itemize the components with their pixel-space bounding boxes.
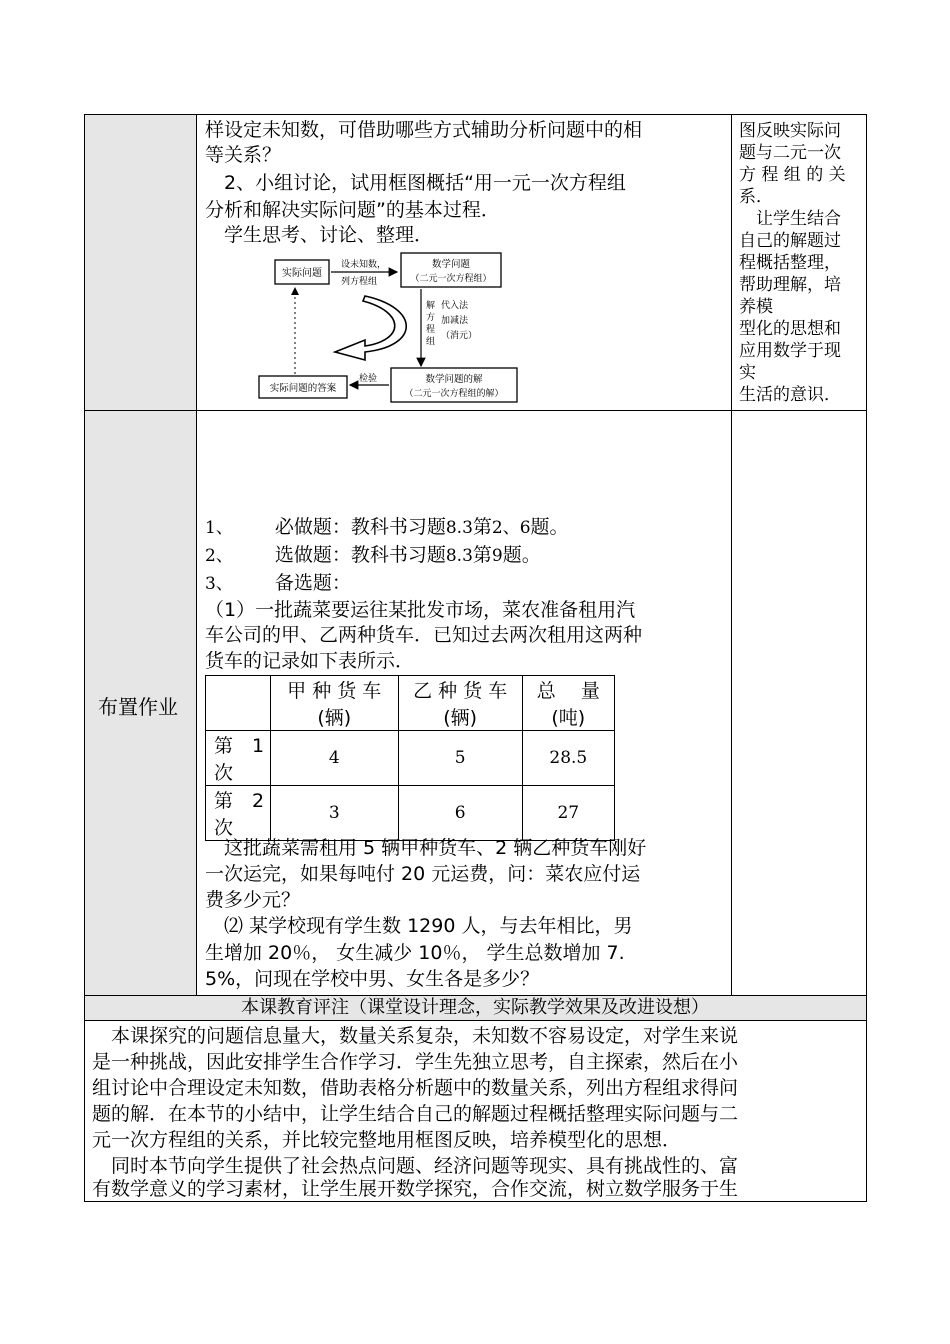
- item-n: 9: [491, 546, 503, 566]
- method-label: 代入法: [441, 301, 469, 311]
- item-ref: 8.3: [445, 518, 473, 538]
- right-note-line: 养模: [739, 297, 773, 317]
- right-note-line: 方 程 组 的 关: [739, 165, 846, 185]
- table-header-cell: [398, 676, 522, 731]
- problem2-line: ⑵ 某学校现有学生数 1290 人，与去年相比，男: [205, 915, 633, 937]
- box-math-title: 数学问题: [431, 259, 471, 270]
- evaluation-line: 是一种挑战，因此安排学生合作学习．学生先独立思考，自主探索，然后在小: [92, 1051, 739, 1073]
- table-corner-cell: [206, 676, 271, 731]
- row-label-line-1: 第 1: [214, 735, 265, 757]
- table-row: [206, 731, 615, 786]
- row-divider-3: [84, 1020, 867, 1021]
- homework-item-3: [205, 572, 351, 596]
- row-label-line-2: 次: [214, 762, 234, 784]
- problem2-line: 生增加 20％， 女生减少 10％， 学生总数增加 7.: [205, 942, 625, 964]
- table-cell: 27: [522, 786, 614, 841]
- top-text-line: 学生思考、讨论、整理．: [205, 224, 434, 246]
- evaluation-line: 元一次方程组的关系，并比较完整地用框图反映，培养模型化的思想．: [92, 1129, 682, 1151]
- header-line-2: (辆): [443, 707, 478, 729]
- header-line-2: (吨): [551, 707, 586, 729]
- cargo-table: [205, 675, 615, 841]
- solve-char: 程: [426, 325, 436, 335]
- problem1-line: 货车的记录如下表所示．: [205, 650, 415, 672]
- homework-label: 布置作业: [98, 695, 178, 719]
- arrow-top-label-1: 设未知数，: [341, 260, 387, 270]
- right-note-line: 题与二元一次: [739, 143, 841, 163]
- evaluation-line: 本课探究的问题信息量大，数量关系复杂，未知数不容易设定，对学生来说: [92, 1025, 739, 1047]
- evaluation-line: 组讨论中合理设定未知数，借助表格分析题中的数量关系，列出方程组求得问: [92, 1077, 739, 1099]
- top-text-line: 等关系？: [205, 144, 282, 166]
- table-cell: 6: [398, 786, 522, 841]
- right-note-line: 让学生结合: [739, 209, 841, 229]
- problem2-line: 5%，问现在学校中男、女生各是多少？: [205, 968, 540, 990]
- top-text-line: 2、小组讨论，试用框图概括“用一元一次方程组: [205, 172, 626, 194]
- problem1-after-line: 一次运完，如果每吨付 20 元运费，问：菜农应付运: [205, 863, 641, 885]
- row-label-cell: [206, 731, 271, 786]
- header-line-1: 乙 种 货 车: [413, 680, 508, 702]
- homework-item-2: [205, 544, 541, 568]
- box-actual-answer-label: 实际问题的答案: [269, 383, 337, 394]
- solve-char: 方: [426, 313, 436, 323]
- top-text-line: 分析和解决实际问题”的基本过程．: [205, 199, 500, 221]
- box-solution-title: 数学问题的解: [425, 374, 483, 385]
- right-note-line: 应用数学于现: [739, 341, 841, 361]
- right-note-line: 帮助理解，培: [739, 275, 841, 295]
- row-divider-1: [84, 410, 867, 411]
- item-number: 1、: [205, 518, 233, 538]
- arrow-verify-label: 检验: [359, 374, 378, 384]
- table-border-top: [84, 114, 867, 115]
- right-note-line: 实: [739, 363, 756, 383]
- row-divider-2: [84, 995, 867, 996]
- problem1-after-line: 这批蔬菜需租用 5 辆甲种货车、2 辆乙种货车刚好: [205, 837, 647, 859]
- method-label: （消元）: [441, 331, 478, 341]
- table-cell: 4: [270, 731, 398, 786]
- evaluation-title: 本课教育评注（课堂设计理念，实际教学效果及改进设想）: [241, 997, 709, 1018]
- right-note-line: 型化的思想和: [739, 319, 841, 339]
- table-header-cell: [522, 676, 614, 731]
- column-divider-1: [196, 114, 197, 996]
- row-label-cell: [206, 786, 271, 841]
- right-note-line: 生活的意识．: [739, 385, 841, 405]
- column-divider-2: [731, 114, 732, 996]
- right-note-line: 程概括整理，: [739, 253, 841, 273]
- problem1-line: 车公司的甲、乙两种货车．已知过去两次租用这两种: [205, 624, 643, 646]
- table-cell: 3: [270, 786, 398, 841]
- right-note-line: 图反映实际问: [739, 121, 841, 141]
- box-solution-sub: （二元一次方程组的解）: [404, 389, 504, 399]
- item-text: 选做题：教科书习题: [274, 544, 446, 566]
- table-cell: 5: [398, 731, 522, 786]
- right-note-line: 系．: [739, 187, 773, 207]
- arrow-top-label-2: 列方程组: [341, 277, 378, 287]
- method-label: 加减法: [441, 316, 469, 326]
- header-line-1: 总 量: [536, 680, 600, 702]
- solve-char: 解: [426, 301, 436, 311]
- problem1-after-line: 费多少元？: [205, 889, 301, 911]
- table-header-cell: [270, 676, 398, 731]
- item-number: 2、: [205, 546, 233, 566]
- item-text: 必做题：教科书习题: [274, 516, 446, 538]
- table-row: [206, 786, 615, 841]
- table-border-right: [866, 114, 867, 1202]
- evaluation-line: 同时本节向学生提供了社会热点问题、经济问题等现实、具有挑战性的、富: [92, 1155, 739, 1177]
- flowchart-diagram: [255, 250, 525, 406]
- table-cell: 28.5: [522, 731, 614, 786]
- item-n: 2、6: [491, 518, 531, 538]
- row-label-line-1: 第 2: [214, 790, 265, 812]
- solve-char: 组: [426, 337, 436, 347]
- table-header-row: [206, 676, 615, 731]
- item-end: 题。: [502, 544, 541, 566]
- item-mid: 第: [472, 516, 492, 538]
- table-border-left: [84, 114, 85, 1202]
- header-line-2: (辆): [317, 707, 352, 729]
- right-note-line: 自己的解题过: [739, 231, 841, 251]
- homework-item-1: [205, 516, 569, 540]
- item-ref: 8.3: [445, 546, 473, 566]
- curved-arrow-icon: [335, 296, 406, 360]
- evaluation-line: 题的解．在本节的小结中，让学生结合自己的解题过程概括整理实际问题与二: [92, 1103, 739, 1125]
- problem1-line: （1）一批蔬菜要运往某批发市场，菜农准备租用汽: [205, 599, 636, 621]
- item-mid: 第: [472, 544, 492, 566]
- item-text: 备选题：: [274, 572, 351, 594]
- evaluation-line: 有数学意义的学习素材，让学生展开数学探究，合作交流，树立数学服务于生: [92, 1178, 739, 1200]
- row-label-line-2: 次: [214, 817, 234, 839]
- item-number: 3、: [205, 574, 233, 594]
- box-math-sub: （二元一次方程组）: [410, 274, 492, 284]
- left-column-shade: [84, 114, 196, 996]
- top-text-line: 样设定未知数，可借助哪些方式辅助分析问题中的相: [205, 119, 643, 141]
- item-end: 题。: [530, 516, 569, 538]
- header-line-1: 甲 种 货 车: [287, 680, 382, 702]
- box-actual-problem-label: 实际问题: [282, 268, 322, 279]
